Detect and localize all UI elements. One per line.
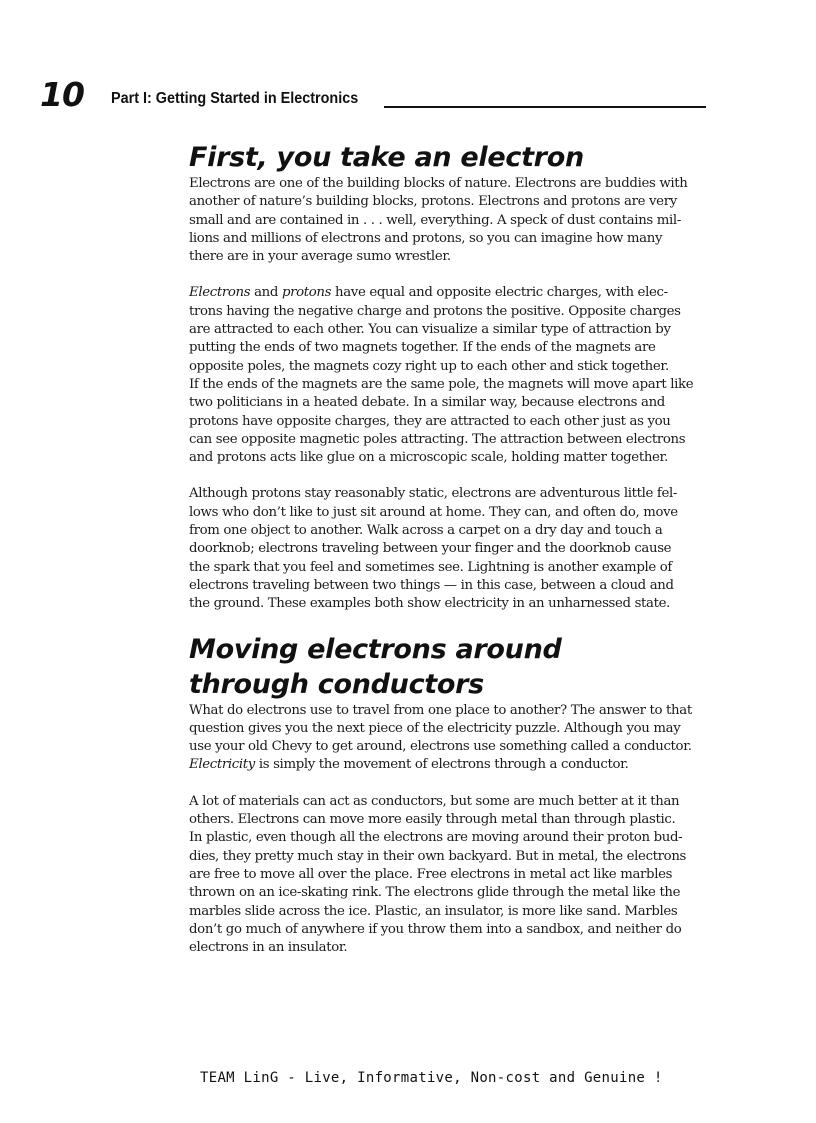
- page-content: [189, 140, 709, 975]
- paragraph-conductors-vs-insulators: A lot of materials can act as conductors, but some are much better at it than others. Electrons can move more easily through metal than through plastic. In plastic, even though all the electrons are moving around their proton bud- dies, they pretty much stay in their own backyard. But in metal, the electrons are free to move all over the place. Free electrons in metal act like marbles thrown on an ice-skating rink. The electrons glide through the metal like the marbles slide across the ice. Plastic, an insulator, is more like sand. Marbles don’t go much of anywhere if you throw them into a sandbox, and neither do electrons in an insulator.: [189, 793, 687, 956]
- paragraph-electrons-intro: Electrons are one of the building blocks of nature. Electrons are buddies with another of nature’s building blocks, protons. Electrons and protons are very small and are contained in . . . well, everything. A speck of dust contains mil- lions and millions of electrons and protons, so you can imagine how many there are in your average sumo wrestler.: [189, 176, 688, 265]
- section-heading-first-electron: First, you take an electron: [189, 142, 584, 173]
- section-heading-conductors-line2: through conductors: [189, 668, 484, 700]
- paragraph-charges-and: and: [250, 285, 282, 301]
- paragraph-conductor-intro-rest: is simply the movement of electrons through a conductor.: [254, 757, 629, 773]
- page-header: [40, 75, 706, 114]
- section-heading-conductors-line1: Moving electrons around: [189, 633, 562, 665]
- page-number: 10: [40, 75, 84, 114]
- term-electrons: Electrons: [189, 285, 251, 301]
- part-title: Part I: Getting Started in Electronics: [111, 90, 359, 107]
- term-protons: protons: [281, 285, 332, 301]
- paragraph-adventurous-electrons: Although protons stay reasonably static, electrons are adventurous little fel- lows who don’t like to just sit around at home. They can, and often do, move from one object to another. Walk across a carpet on a dry day and touch a doorknob; electrons traveling between your finger and the doorknob cause the spark that you feel and sometimes see. Lightning is another example of electrons traveling between two things — in this case, between a cloud and the ground. These examples both show electricity in an unharnessed state.: [189, 486, 678, 612]
- section-heading-conductors: [189, 632, 709, 702]
- paragraph-conductor-intro-text: What do electrons use to travel from one place to another? The answer to that question gives you the next piece of the electricity puzzle. Although you may use your old Chevy to get around, electrons use something called a conductor.: [189, 702, 692, 755]
- header-rule: [384, 106, 706, 108]
- paragraph-conductor-intro: [189, 702, 709, 775]
- paragraph-charges: [189, 284, 709, 467]
- term-electricity: Electricity: [189, 757, 255, 773]
- page-footer-watermark: TEAM LinG - Live, Informative, Non-cost and Genuine !: [200, 1070, 663, 1086]
- paragraph-charges-text: have equal and opposite electric charges, with elec- trons having the negative charge and protons the positive. Opposite charges are attracted to each other. You can visualize a similar type of attraction by putting the ends of two magnets together. If the ends of the magnets are opposite poles, the magnets cozy right up to each other and stick together. If the ends of the magnets are the same pole, the magnets will move apart like two politicians in a heated debate. In a similar way, because electrons and protons have opposite charges, they are attracted to each other just as you can see opposite magnetic poles attracting. The attraction between electrons and protons acts like glue on a microscopic scale, holding matter together.: [189, 285, 694, 466]
